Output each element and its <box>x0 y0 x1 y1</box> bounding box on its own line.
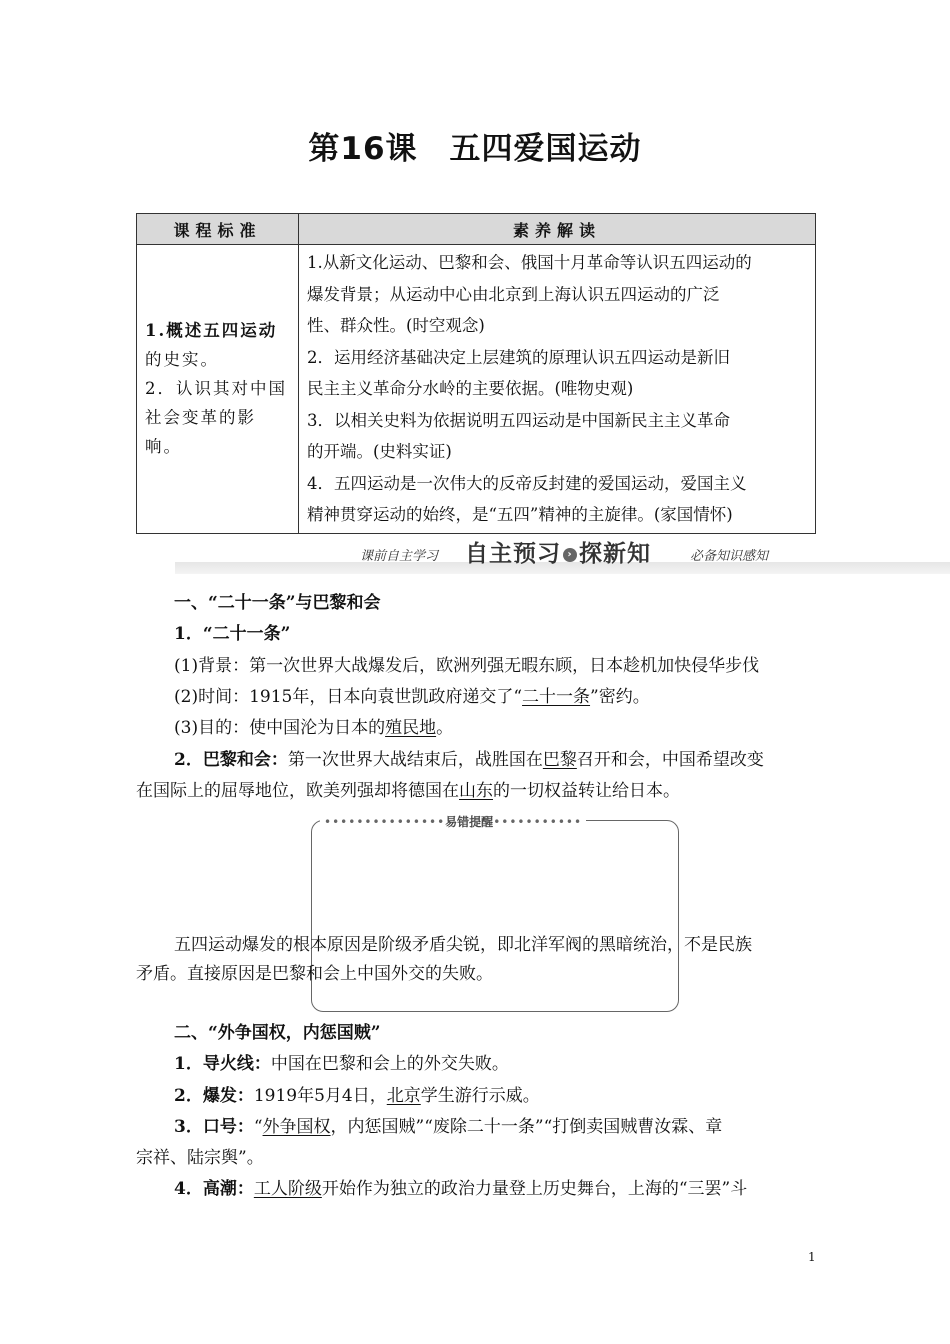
interpretation-line: 3．以相关史料为依据说明五四运动是中国新民主主义革命 <box>307 410 730 430</box>
table-header-standard: 课程标准 <box>137 214 299 245</box>
tip-title: 易错提醒 <box>445 815 494 829</box>
section-heading: 二、“外争国权，内惩国贼” <box>174 1023 381 1043</box>
underlined-term: 北京 <box>386 1086 421 1106</box>
text: 1919年5月4日， <box>253 1086 387 1106</box>
underlined-term: 二十一条 <box>522 687 591 707</box>
curriculum-table <box>136 213 816 534</box>
text: 。 <box>436 718 454 738</box>
banner-right-label: 必备知识感知 <box>690 549 769 564</box>
paragraph <box>174 717 453 739</box>
text: ”密约。 <box>590 687 650 707</box>
paragraph <box>174 1053 509 1075</box>
text: (2)时间：1915年，日本向袁世凯政府递交了“ <box>174 687 523 707</box>
standard-line: 1.概述五四运动 <box>145 321 278 341</box>
paragraph <box>174 686 650 708</box>
arrow-icon: › <box>563 548 577 562</box>
underlined-term: 殖民地 <box>385 718 437 738</box>
banner-left-label: 课前自主学习 <box>360 549 439 564</box>
text: 第一次世界大战结束后，战胜国在 <box>287 750 543 770</box>
tip-label <box>320 813 586 830</box>
label: 3．口号： <box>174 1117 254 1137</box>
underlined-term: 外争国权 <box>262 1117 331 1137</box>
interpretation-line: 精神贯穿运动的始终，是“五四”精神的主旋律。(家国情怀) <box>307 505 733 524</box>
paragraph <box>174 749 764 771</box>
label: 4．高潮： <box>174 1179 254 1199</box>
paragraph <box>174 1085 540 1107</box>
banner-main-b: 探新知 <box>579 541 651 567</box>
banner-main-a: 自主预习 <box>465 541 561 567</box>
section-heading: 一、“二十一条”与巴黎和会 <box>174 593 381 613</box>
interpretation-line: 爆发背景；从运动中心由北京到上海认识五四运动的广泛 <box>307 284 720 304</box>
section-banner <box>175 535 950 577</box>
underlined-term: 山东 <box>459 781 493 801</box>
text: ，内惩国贼”“废除二十一条”“打倒卖国贼曹汝霖、章 <box>330 1117 723 1137</box>
standard-line: 的史实。 <box>145 350 219 370</box>
text: “ <box>253 1117 263 1137</box>
label: 1．导火线： <box>174 1054 271 1074</box>
interpretation-line: 2．运用经济基础决定上层建筑的原理认识五四运动是新旧 <box>307 347 730 367</box>
label: 2．巴黎和会： <box>174 750 288 770</box>
paragraph: 宗祥、陆宗舆”。 <box>136 1148 264 1168</box>
dots-decoration: ••••••••••• <box>493 815 583 829</box>
text: 的一切权益转让给日本。 <box>493 781 680 801</box>
text: 中国在巴黎和会上的外交失败。 <box>270 1054 509 1074</box>
paragraph <box>174 1116 722 1138</box>
text: 开始作为独立的政治力量登上历史舞台，上海的“三罢”斗 <box>321 1179 748 1199</box>
interpretation-cell <box>299 245 816 534</box>
tip-line: 五四运动爆发的根本原因是阶级矛盾尖锐，即北洋军阀的黑暗统治，不是民族 <box>174 935 752 955</box>
table-header-interpretation: 素养解读 <box>299 214 816 245</box>
paragraph <box>136 780 680 802</box>
banner-main-title <box>465 535 651 568</box>
text: 召开和会，中国希望改变 <box>576 750 764 770</box>
standard-cell <box>137 245 299 534</box>
tip-line: 矛盾。直接原因是巴黎和会上中国外交的失败。 <box>136 964 493 984</box>
interpretation-line: 性、群众性。(时空观念) <box>307 316 485 335</box>
text: 学生游行示威。 <box>420 1086 540 1106</box>
dots-decoration: ••••••••••••••• <box>324 815 446 829</box>
interpretation-line: 民主主义革命分水岭的主要依据。(唯物史观) <box>307 379 634 398</box>
paragraph: (1)背景：第一次世界大战爆发后，欧洲列强无暇东顾，日本趁机加快侵华步伐 <box>174 656 760 676</box>
subheading: 1．“二十一条” <box>174 624 291 644</box>
label: 2．爆发： <box>174 1086 254 1106</box>
underlined-term: 巴黎 <box>542 750 577 770</box>
standard-line: 2．认识其对中国 <box>145 379 287 399</box>
interpretation-line: 1.从新文化运动、巴黎和会、俄国十月革命等认识五四运动的 <box>307 253 752 272</box>
text: (3)目的：使中国沦为日本的 <box>174 718 386 738</box>
paragraph <box>174 1178 747 1200</box>
interpretation-line: 的开端。(史料实证) <box>307 442 452 461</box>
page-title: 第16课 五四爱国运动 <box>308 131 642 167</box>
standard-line: 社会变革的影响。 <box>145 408 256 457</box>
underlined-term: 工人阶级 <box>253 1179 322 1199</box>
interpretation-line: 4．五四运动是一次伟大的反帝反封建的爱国运动，爱国主义 <box>307 473 747 493</box>
page-number: 1 <box>808 1250 816 1264</box>
text: 在国际上的屈辱地位，欧美列强却将德国在 <box>136 781 459 801</box>
